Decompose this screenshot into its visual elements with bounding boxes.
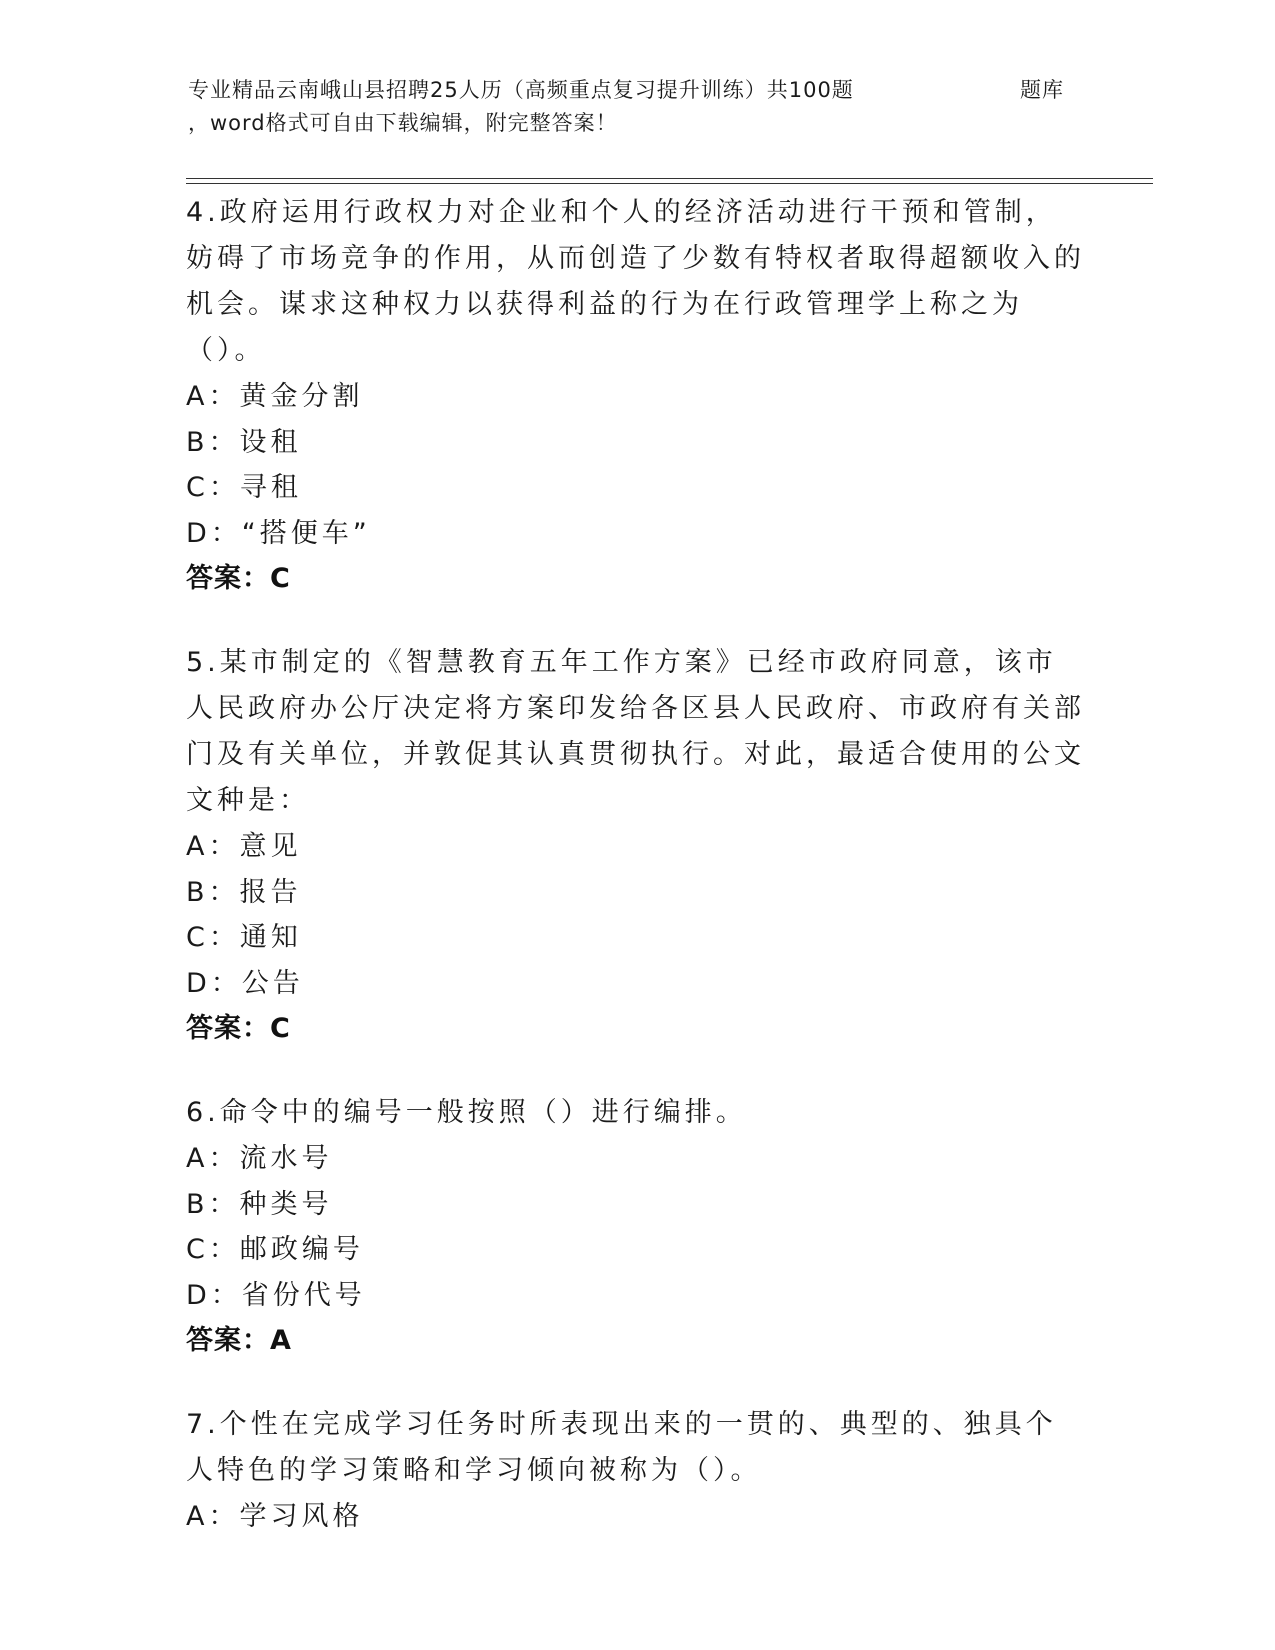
option-a: A：意见 — [186, 831, 302, 862]
header-divider-bottom — [186, 183, 1153, 184]
question-list — [186, 190, 1086, 1578]
option-c: C：邮政编号 — [186, 1234, 364, 1265]
header-divider-top — [186, 178, 1153, 179]
question-7 — [186, 1402, 1086, 1540]
question-5 — [186, 640, 1086, 1052]
question-4 — [186, 190, 1086, 602]
question-stem: 4.政府运用行政权力对企业和个人的经济活动进行干预和管制，妨碍了市场竞争的作用，从而创造了少数有特权者取得超额收入的机会。谋求这种权力以获得利益的行为在行政管理学上称之为（）。 — [186, 197, 1085, 366]
option-d: D：省份代号 — [186, 1279, 366, 1311]
question-stem: 5.某市制定的《智慧教育五年工作方案》已经市政府同意，该市人民政府办公厅决定将方案印发给各区县人民政府、市政府有关部门及有关单位，并敦促其认真贯彻执行。对此，最适合使用的公文文种是： — [186, 647, 1085, 816]
header-tag: 题库 — [1020, 78, 1064, 102]
question-6 — [186, 1090, 1086, 1364]
option-c: C：通知 — [186, 922, 302, 953]
answer: 答案：C — [186, 1013, 291, 1044]
option-d: D：“搭便车” — [186, 517, 371, 549]
question-stem: 7.个性在完成学习任务时所表现出来的一贯的、典型的、独具个人特色的学习策略和学习倾向被称为（）。 — [186, 1409, 1057, 1486]
option-b: B：种类号 — [186, 1188, 333, 1220]
option-b: B：设租 — [186, 426, 302, 458]
option-d: D：公告 — [186, 967, 304, 999]
option-c: C：寻租 — [186, 472, 302, 503]
header-line-1 — [188, 74, 1068, 107]
option-a: A：黄金分割 — [186, 381, 364, 412]
header-line-2: ，word格式可自由下载编辑，附完整答案！ — [188, 111, 618, 135]
option-a: A：流水号 — [186, 1143, 333, 1174]
answer: 答案：A — [186, 1325, 292, 1356]
header-title: 专业精品云南峨山县招聘25人历（高频重点复习提升训练）共100题 — [188, 78, 854, 102]
question-stem: 6.命令中的编号一般按照（）进行编排。 — [186, 1097, 747, 1128]
answer: 答案：C — [186, 563, 291, 594]
option-a: A：学习风格 — [186, 1501, 364, 1532]
option-b: B：报告 — [186, 876, 302, 908]
document-header — [188, 74, 1068, 140]
